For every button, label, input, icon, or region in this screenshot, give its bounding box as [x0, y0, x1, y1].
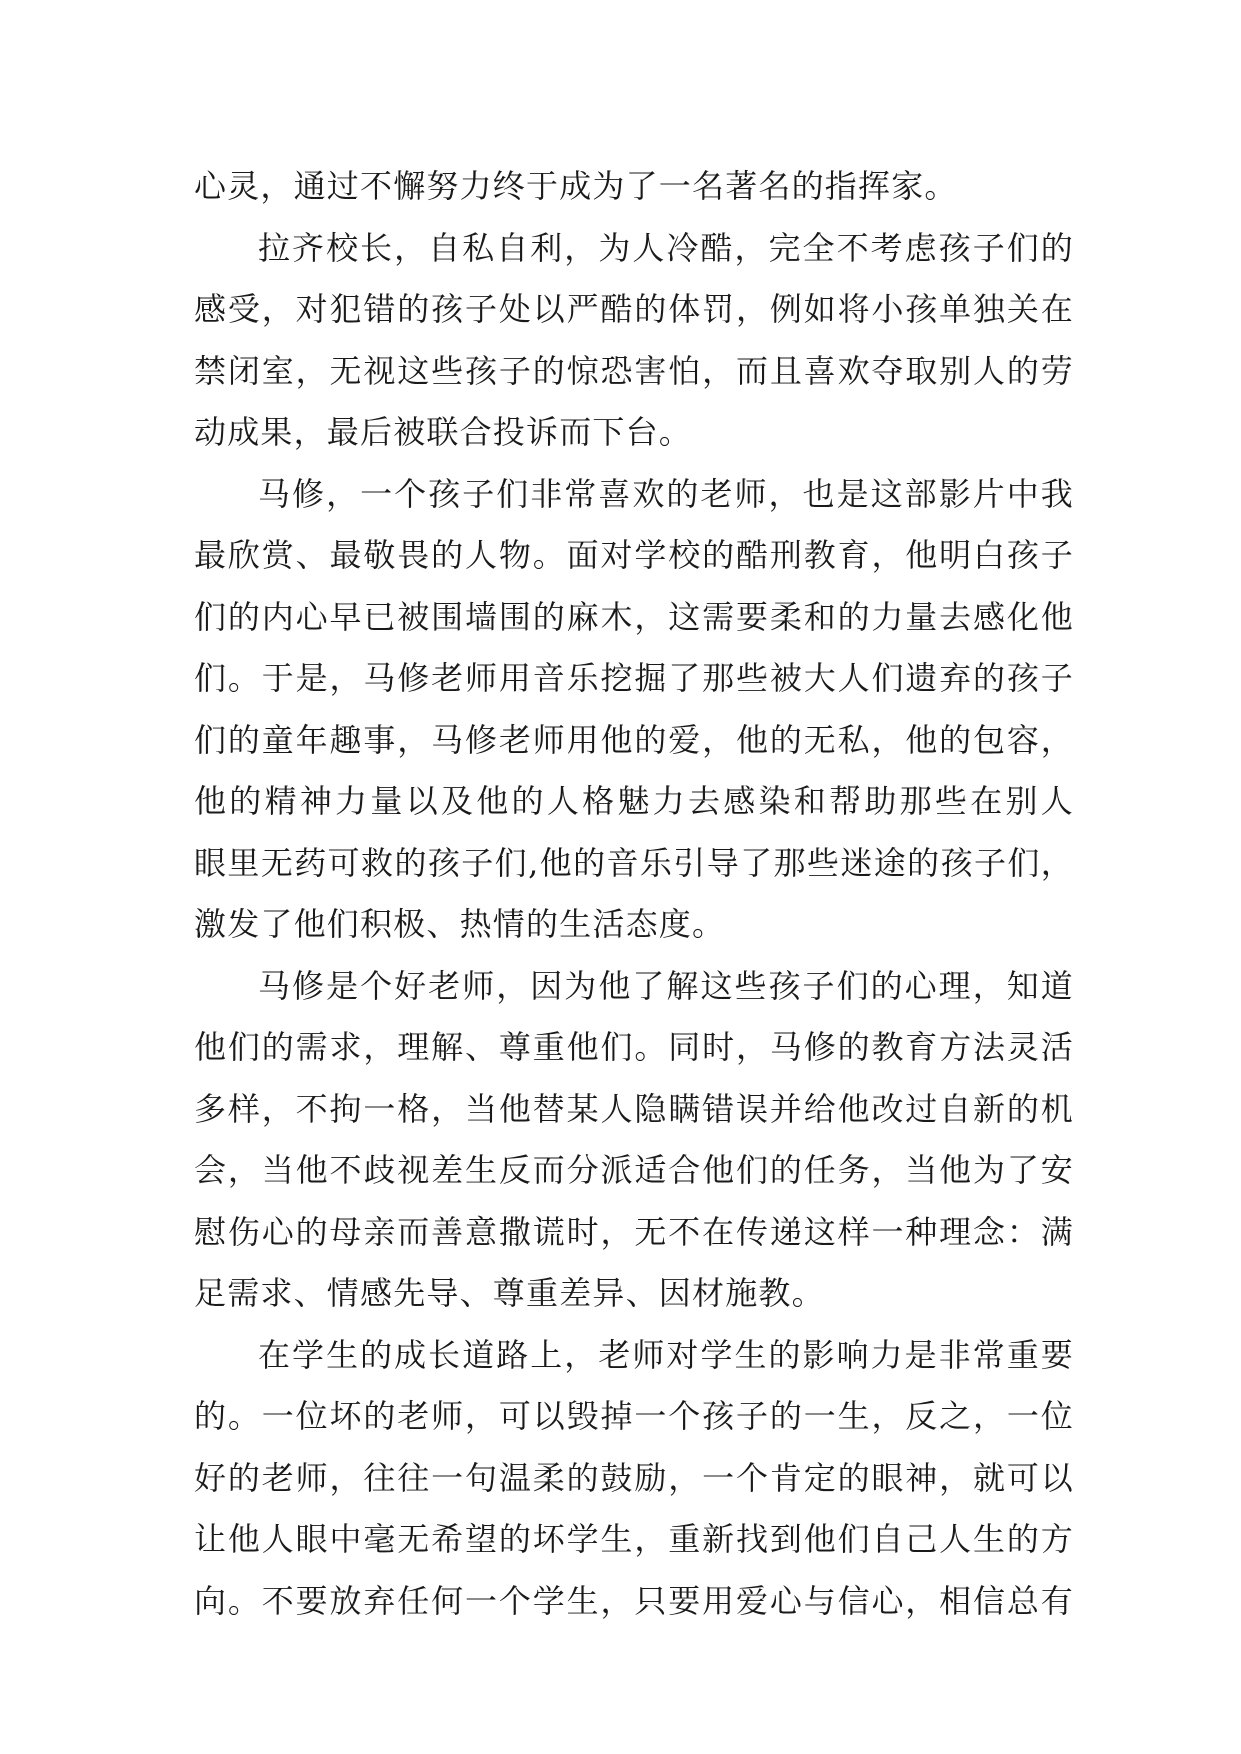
- text-line: 在学生的成长道路上，老师对学生的影响力是非常重要: [258, 1335, 1074, 1374]
- text-line: 让他人眼中毫无希望的坏学生，重新找到他们自己人生的方: [194, 1520, 1074, 1558]
- text-line: 心灵，通过不懈努力终于成为了一名著名的指挥家。: [194, 167, 958, 205]
- text-line: 会，当他不歧视差生反而分派适合他们的任务，当他为了安: [194, 1151, 1074, 1189]
- text-line: 拉齐校长，自私自利，为人冷酷，完全不考虑孩子们的: [258, 228, 1074, 267]
- text-line: 激发了他们积极、热情的生活态度。: [194, 905, 726, 943]
- text-line: 他的精神力量以及他的人格魅力去感染和帮助那些在别人: [194, 782, 1074, 820]
- text-line: 禁闭室，无视这些孩子的惊恐害怕，而且喜欢夺取别人的劳: [194, 351, 1074, 390]
- text-line: 们的童年趣事，马修老师用他的爱，他的无私，他的包容，: [194, 720, 1074, 759]
- text-line: 慰伤心的母亲而善意撒谎时，无不在传递这样一种理念：满: [194, 1212, 1074, 1251]
- text-line: 好的老师，往往一句温柔的鼓励，一个肯定的眼神，就可以: [194, 1458, 1074, 1497]
- text-line: 们的内心早已被围墙围的麻木，这需要柔和的力量去感化他: [194, 597, 1074, 636]
- text-line: 动成果，最后被联合投诉而下台。: [194, 413, 693, 451]
- text-line: 他们的需求，理解、尊重他们。同时，马修的教育方法灵活: [194, 1028, 1074, 1066]
- text-line: 感受，对犯错的孩子处以严酷的体罚，例如将小孩单独关在: [194, 290, 1074, 328]
- text-line: 马修，一个孩子们非常喜欢的老师，也是这部影片中我: [258, 474, 1074, 513]
- text-line: 最欣赏、最敬畏的人物。面对学校的酷刑教育，他明白孩子: [194, 536, 1074, 574]
- text-line: 向。不要放弃任何一个学生，只要用爱心与信心，相信总有: [194, 1581, 1074, 1620]
- text-line: 眼里无药可救的孩子们,他的音乐引导了那些迷途的孩子们，: [194, 843, 1074, 882]
- essay-text: [194, 156, 1074, 1632]
- text-line: 足需求、情感先导、尊重差异、因材施教。: [194, 1274, 825, 1312]
- text-line: 的。一位坏的老师，可以毁掉一个孩子的一生，反之，一位: [194, 1397, 1074, 1435]
- text-line: 们。于是，马修老师用音乐挖掘了那些被大人们遗弃的孩子: [194, 659, 1074, 697]
- text-line: 多样，不拘一格，当他替某人隐瞒错误并给他改过自新的机: [194, 1089, 1074, 1128]
- text-line: 马修是个好老师，因为他了解这些孩子们的心理，知道: [258, 966, 1074, 1005]
